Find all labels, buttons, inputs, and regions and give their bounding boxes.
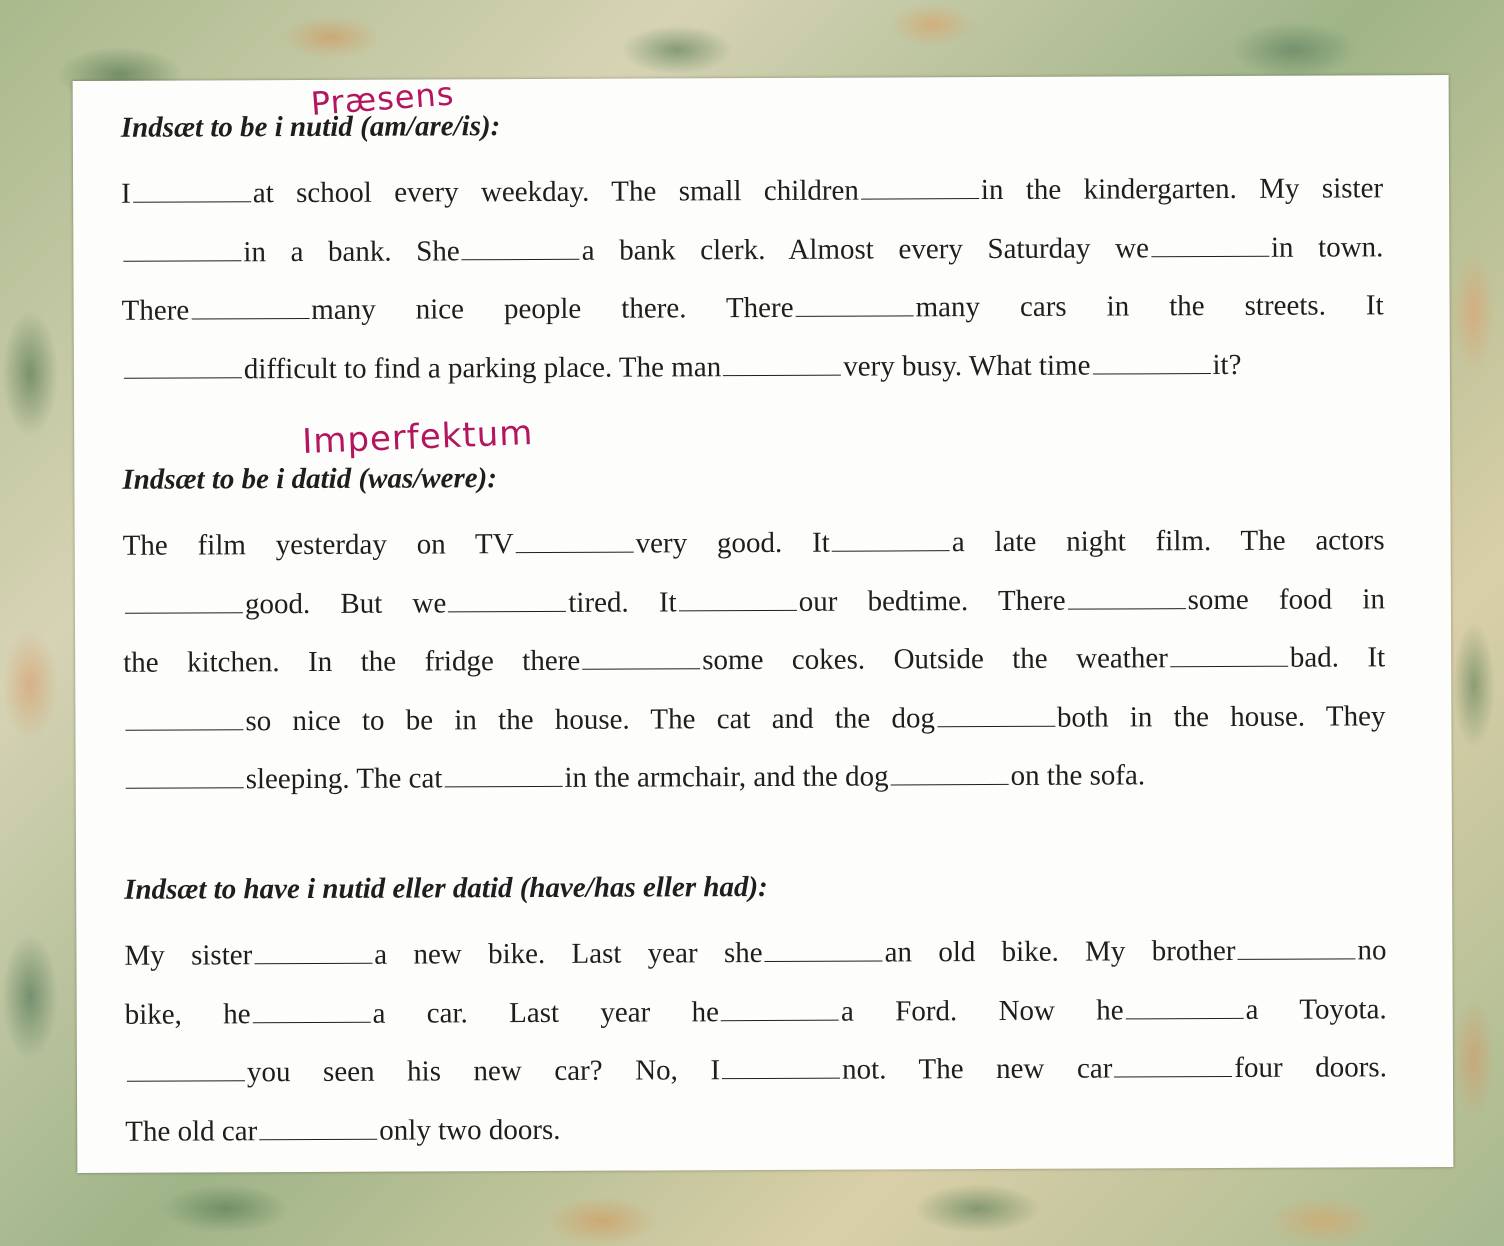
text-segment: There [121, 294, 190, 327]
text-segment: four doors. [1234, 1051, 1388, 1085]
text-segment: a Toyota. [1245, 992, 1387, 1026]
answer-blank[interactable] [723, 352, 841, 376]
answer-blank[interactable] [861, 176, 979, 200]
text-segment: many nice people there. There [311, 292, 794, 327]
text-segment: an old bike. My brother [884, 934, 1236, 969]
exercise-line [122, 335, 1384, 399]
text-segment: My sister [124, 939, 253, 972]
text-segment: no [1357, 934, 1387, 967]
text-segment: tired. It [568, 585, 677, 619]
answer-blank[interactable] [125, 707, 243, 731]
exercise-line [123, 628, 1385, 692]
exercise-section-to-have [124, 865, 1387, 1161]
answer-blank[interactable] [1126, 996, 1244, 1020]
answer-blank[interactable] [1170, 644, 1288, 668]
text-segment: bad. It [1289, 641, 1386, 674]
text-segment: The old car [125, 1114, 258, 1148]
text-segment: on the sofa. [1010, 759, 1146, 793]
answer-blank[interactable] [721, 997, 839, 1021]
answer-blank[interactable] [123, 238, 241, 262]
answer-blank[interactable] [765, 938, 883, 962]
answer-blank[interactable] [133, 179, 251, 203]
answer-blank[interactable] [795, 294, 913, 318]
text-segment: you seen his new car? No, I [246, 1054, 721, 1089]
section-heading: Indsæt to be i nutid (am/are/is): [120, 110, 501, 144]
answer-blank[interactable] [679, 587, 797, 611]
exercise-line [121, 159, 1383, 223]
answer-blank[interactable] [191, 296, 309, 320]
text-segment: only two doors. [379, 1113, 561, 1147]
text-segment: I [121, 177, 131, 210]
text-segment: a Ford. Now he [840, 994, 1124, 1028]
text-segment: at school every weekday. The small children [252, 174, 859, 210]
answer-blank[interactable] [1092, 351, 1210, 375]
answer-blank[interactable] [891, 762, 1009, 786]
answer-blank[interactable] [253, 999, 371, 1023]
answer-blank[interactable] [1151, 233, 1269, 257]
worksheet-page [73, 75, 1454, 1173]
exercise-line [121, 218, 1383, 282]
exercise-line [125, 1038, 1387, 1102]
text-segment: not. The new car [842, 1052, 1113, 1086]
exercise-line [124, 921, 1386, 985]
exercise-line [123, 687, 1385, 751]
exercise-section-to-be-present [121, 103, 1384, 399]
text-segment: in the armchair, and the dog [564, 760, 889, 795]
answer-blank[interactable] [516, 530, 634, 554]
text-segment: very busy. What time [843, 349, 1091, 383]
text-segment: a bank clerk. Almost every Saturday we [581, 231, 1150, 267]
text-segment: in the kindergarten. My sister [980, 172, 1384, 207]
text-segment: sleeping. The cat [245, 762, 443, 796]
handwritten-note-praesens: Præsens [309, 74, 456, 123]
answer-blank[interactable] [124, 355, 242, 379]
text-segment: good. But we [244, 586, 447, 620]
text-segment: some cokes. Outside the weather [702, 642, 1168, 677]
answer-blank[interactable] [126, 766, 244, 790]
exercise-line [125, 1097, 1387, 1161]
text-segment: the kitchen. In the fridge there [123, 644, 581, 679]
answer-blank[interactable] [582, 646, 700, 670]
answer-blank[interactable] [832, 528, 950, 552]
answer-blank[interactable] [1237, 936, 1355, 960]
text-segment: many cars in the streets. It [915, 289, 1384, 324]
answer-blank[interactable] [448, 588, 566, 612]
text-segment: in town. [1270, 230, 1384, 264]
exercise-line [123, 570, 1385, 634]
answer-blank[interactable] [1067, 586, 1185, 610]
answer-blank[interactable] [125, 590, 243, 614]
answer-blank[interactable] [937, 704, 1055, 728]
handwritten-note-imperfektum: Imperfektum [301, 412, 535, 463]
text-segment: in a bank. She [243, 234, 460, 268]
text-segment: so nice to be in the house. The cat and the dog [245, 702, 936, 738]
section-heading: Indsæt to be i datid (was/were): [122, 462, 498, 496]
exercise-line [122, 276, 1384, 340]
answer-blank[interactable] [722, 1056, 840, 1080]
text-segment: it? [1212, 348, 1242, 381]
answer-blank[interactable] [1114, 1054, 1232, 1078]
exercise-section-to-be-past [122, 455, 1386, 809]
answer-blank[interactable] [127, 1058, 245, 1082]
text-segment: a late night film. The actors [951, 524, 1385, 559]
answer-blank[interactable] [462, 236, 580, 260]
answer-blank[interactable] [259, 1116, 377, 1140]
text-segment: a car. Last year he [372, 995, 720, 1030]
answer-blank[interactable] [254, 941, 372, 965]
answer-blank[interactable] [444, 764, 562, 788]
exercise-line [124, 746, 1386, 810]
exercise-line [123, 511, 1385, 575]
text-segment: our bedtime. There [798, 584, 1066, 618]
text-segment: difficult to find a parking place. The man [243, 350, 722, 386]
section-heading: Indsæt to have i nutid eller datid (have/has eller had): [124, 870, 768, 906]
text-segment: some food in [1187, 582, 1385, 616]
text-segment: bike, he [124, 997, 251, 1031]
text-segment: The film yesterday on TV [122, 528, 514, 562]
text-segment: both in the house. They [1056, 700, 1386, 734]
text-segment: a new bike. Last year she [374, 937, 763, 971]
text-segment: very good. It [635, 526, 830, 560]
exercise-line [125, 980, 1387, 1044]
